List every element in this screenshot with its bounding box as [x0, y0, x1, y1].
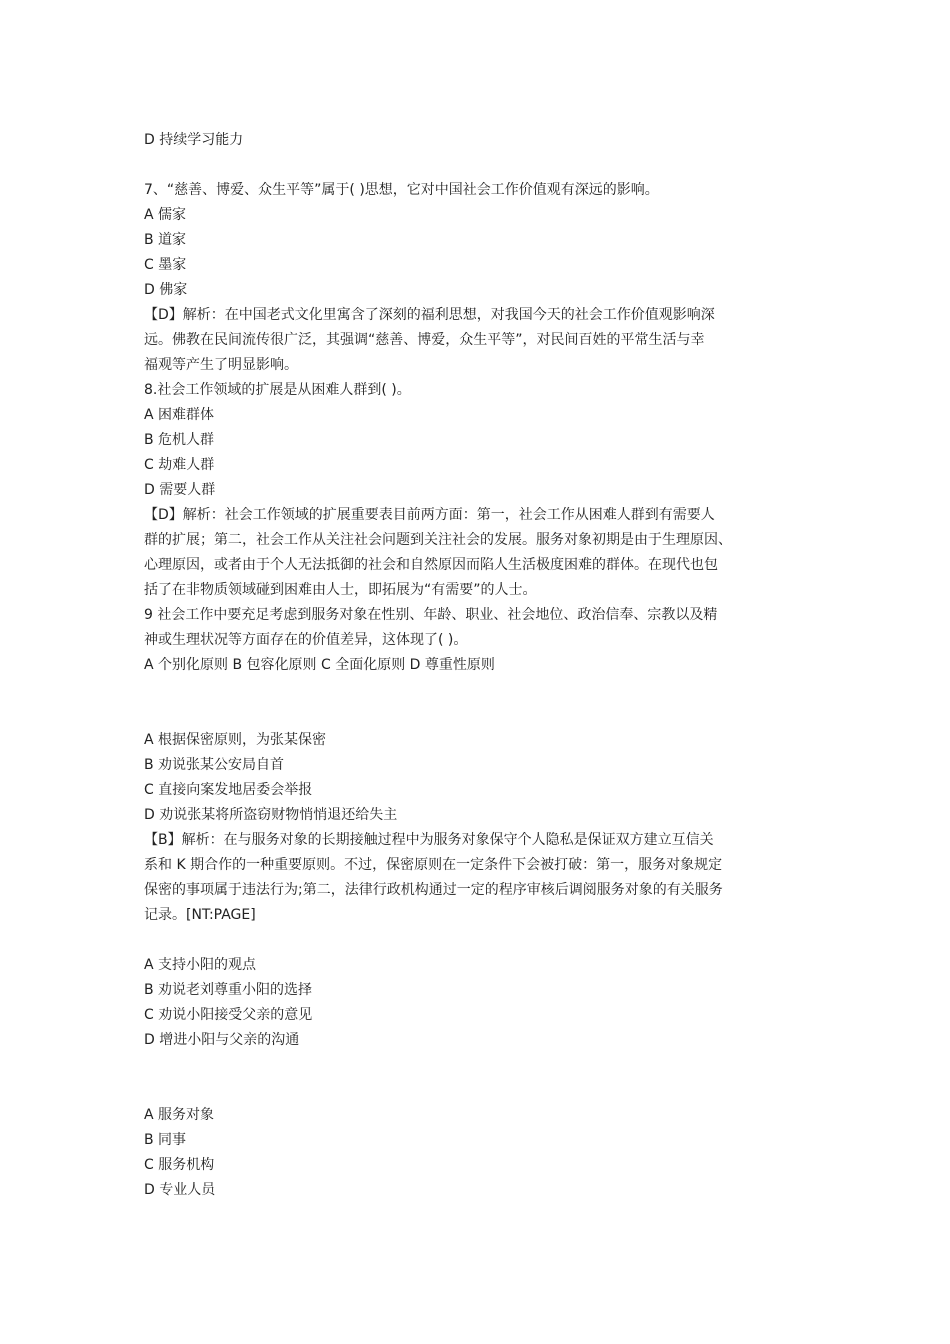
text-line: A 服务对象 — [144, 1107, 215, 1123]
text-line: 【D】解析：社会工作领域的扩展重要表目前两方面：第一，社会工作从困难人群到有需要人 — [144, 507, 715, 523]
text-line: D 专业人员 — [144, 1182, 216, 1198]
text-line: 福观等产生了明显影响。 — [144, 357, 298, 373]
text-line: 群的扩展；第二，社会工作从关注社会问题到关注社会的发展。服务对象初期是由于生理原因、 — [144, 532, 732, 548]
blank-spacer — [144, 928, 824, 953]
text-line: 心理原因，或者由于个人无法抵御的社会和自然原因而陷人生活极度困难的群体。在现代也包 — [144, 557, 718, 573]
document-body — [144, 128, 824, 1203]
text-line: C 墨家 — [144, 257, 187, 273]
text-line: 远。佛教在民间流传很广泛，其强调“慈善、博爱，众生平等”，对民间百姓的平常生活与幸 — [144, 332, 705, 348]
text-line: B 道家 — [144, 232, 187, 248]
text-line: A 支持小阳的观点 — [144, 957, 257, 973]
text-line: 9 社会工作中要充足考虑到服务对象在性别、年龄、职业、社会地位、政治信奉、宗教以及精 — [144, 607, 718, 623]
text-line: D 持续学习能力 — [144, 132, 244, 148]
text-line: 8.社会工作领域的扩展是从困难人群到( )。 — [144, 382, 411, 398]
text-line: B 同事 — [144, 1132, 187, 1148]
text-line: C 劫难人群 — [144, 457, 215, 473]
text-line: 神或生理状况等方面存在的价值差异，这体现了( )。 — [144, 632, 468, 648]
text-line: A 根据保密原则，为张某保密 — [144, 732, 327, 748]
text-line: D 增进小阳与父亲的沟通 — [144, 1032, 300, 1048]
text-line: B 劝说张某公安局自首 — [144, 757, 285, 773]
text-line: B 劝说老刘尊重小阳的选择 — [144, 982, 313, 998]
text-line: 括了在非物质领域碰到困难由人士，即拓展为“有需要”的人士。 — [144, 582, 537, 598]
text-line: 【B】解析：在与服务对象的长期接触过程中为服务对象保守个人隐私是保证双方建立互信关 — [144, 832, 714, 848]
text-line: C 服务机构 — [144, 1157, 215, 1173]
text-line: 保密的事项属于违法行为;第二，法律行政机构通过一定的程序审核后调阅服务对象的有关服务 — [144, 882, 723, 898]
text-line: C 劝说小阳接受父亲的意见 — [144, 1007, 313, 1023]
text-line: A 儒家 — [144, 207, 187, 223]
blank-spacer — [144, 153, 824, 178]
text-line: D 需要人群 — [144, 482, 216, 498]
text-line: D 劝说张某将所盗窃财物悄悄退还给失主 — [144, 807, 398, 823]
text-line: C 直接向案发地居委会举报 — [144, 782, 313, 798]
text-line: 【D】解析：在中国老式文化里寓含了深刻的福利思想，对我国今天的社会工作价值观影响深 — [144, 307, 715, 323]
text-line: 7、“慈善、博爱、众生平等”属于( )思想，它对中国社会工作价值观有深远的影响。 — [144, 182, 659, 198]
text-line: 记录。[NT:PAGE] — [144, 907, 256, 923]
text-line: B 危机人群 — [144, 432, 215, 448]
blank-spacer — [144, 1053, 824, 1103]
text-line: A 困难群体 — [144, 407, 215, 423]
text-line: 系和 K 期合作的一种重要原则。不过，保密原则在一定条件下会被打破：第一，服务对象规定 — [144, 857, 723, 873]
text-line: D 佛家 — [144, 282, 188, 298]
blank-spacer — [144, 678, 824, 728]
text-line: A 个别化原则 B 包容化原则 C 全面化原则 D 尊重性原则 — [144, 657, 495, 673]
